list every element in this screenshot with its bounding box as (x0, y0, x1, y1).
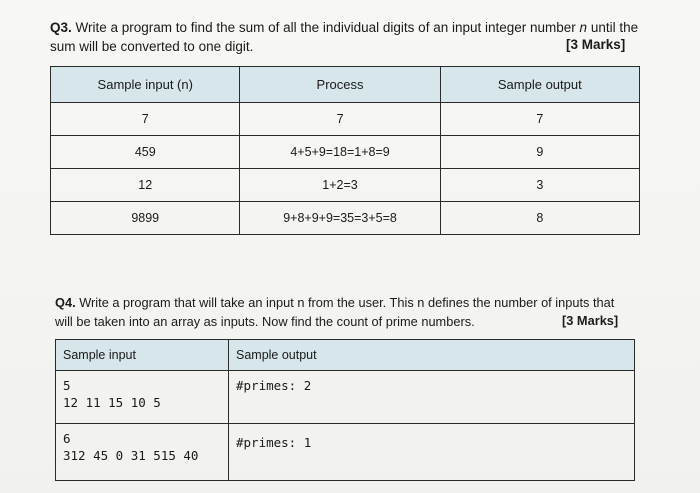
cell-process: 9+8+9+9=35=3+5=8 (240, 202, 440, 235)
cell-input: 12 (51, 169, 240, 202)
input-values: 12 11 15 10 5 (63, 395, 161, 410)
cell-process: 4+5+9=18=1+8=9 (240, 136, 440, 169)
header-sample-input: Sample input (56, 340, 229, 371)
q4-sample-table (55, 339, 635, 481)
table-row (51, 202, 640, 235)
table-header-row (51, 67, 640, 103)
q3-text-line1-end: until the (587, 20, 639, 35)
cell-process: 1+2=3 (240, 169, 440, 202)
cell-output: 3 (440, 169, 639, 202)
q3-variable: n (579, 20, 588, 35)
header-process: Process (240, 67, 440, 103)
cell-input (56, 371, 229, 424)
q3-sample-table (50, 66, 640, 235)
cell-input: 459 (51, 136, 240, 169)
table-row (56, 424, 635, 481)
cell-output: 9 (440, 136, 639, 169)
q4-text-line1: Write a program that will take an input n from the user. This n defines the number of inputs that (75, 295, 615, 310)
q3-marks: [3 Marks] (566, 37, 626, 52)
table-row (51, 169, 640, 202)
cell-input: 7 (51, 103, 240, 136)
header-sample-output: Sample output (229, 340, 635, 371)
q3-number: Q3. (50, 20, 72, 35)
header-sample-output: Sample output (440, 67, 639, 103)
cell-output: #primes: 2 (229, 371, 635, 424)
cell-process: 7 (240, 103, 440, 136)
table-row (51, 103, 640, 136)
input-count: 6 (63, 431, 71, 446)
cell-input (56, 424, 229, 481)
q3-question (50, 18, 650, 56)
cell-output: 7 (440, 103, 639, 136)
q4-marks: [3 Marks] (562, 313, 619, 328)
cell-output: #primes: 1 (229, 424, 635, 481)
input-count: 5 (63, 378, 71, 393)
q3-text-line2: sum will be converted to one digit. (50, 39, 254, 54)
q4-text-line2: will be taken into an array as inputs. Now find the count of prime numbers. (55, 314, 475, 329)
q4-number: Q4. (55, 295, 76, 310)
table-row (51, 136, 640, 169)
table-row (56, 371, 635, 424)
cell-output: 8 (440, 202, 639, 235)
table-header-row (56, 340, 635, 371)
q3-text-line1: Write a program to find the sum of all the individual digits of an input integer number (71, 20, 580, 35)
cell-input: 9899 (51, 202, 240, 235)
header-sample-input: Sample input (n) (51, 67, 240, 103)
input-values: 312 45 0 31 515 40 (63, 448, 199, 463)
